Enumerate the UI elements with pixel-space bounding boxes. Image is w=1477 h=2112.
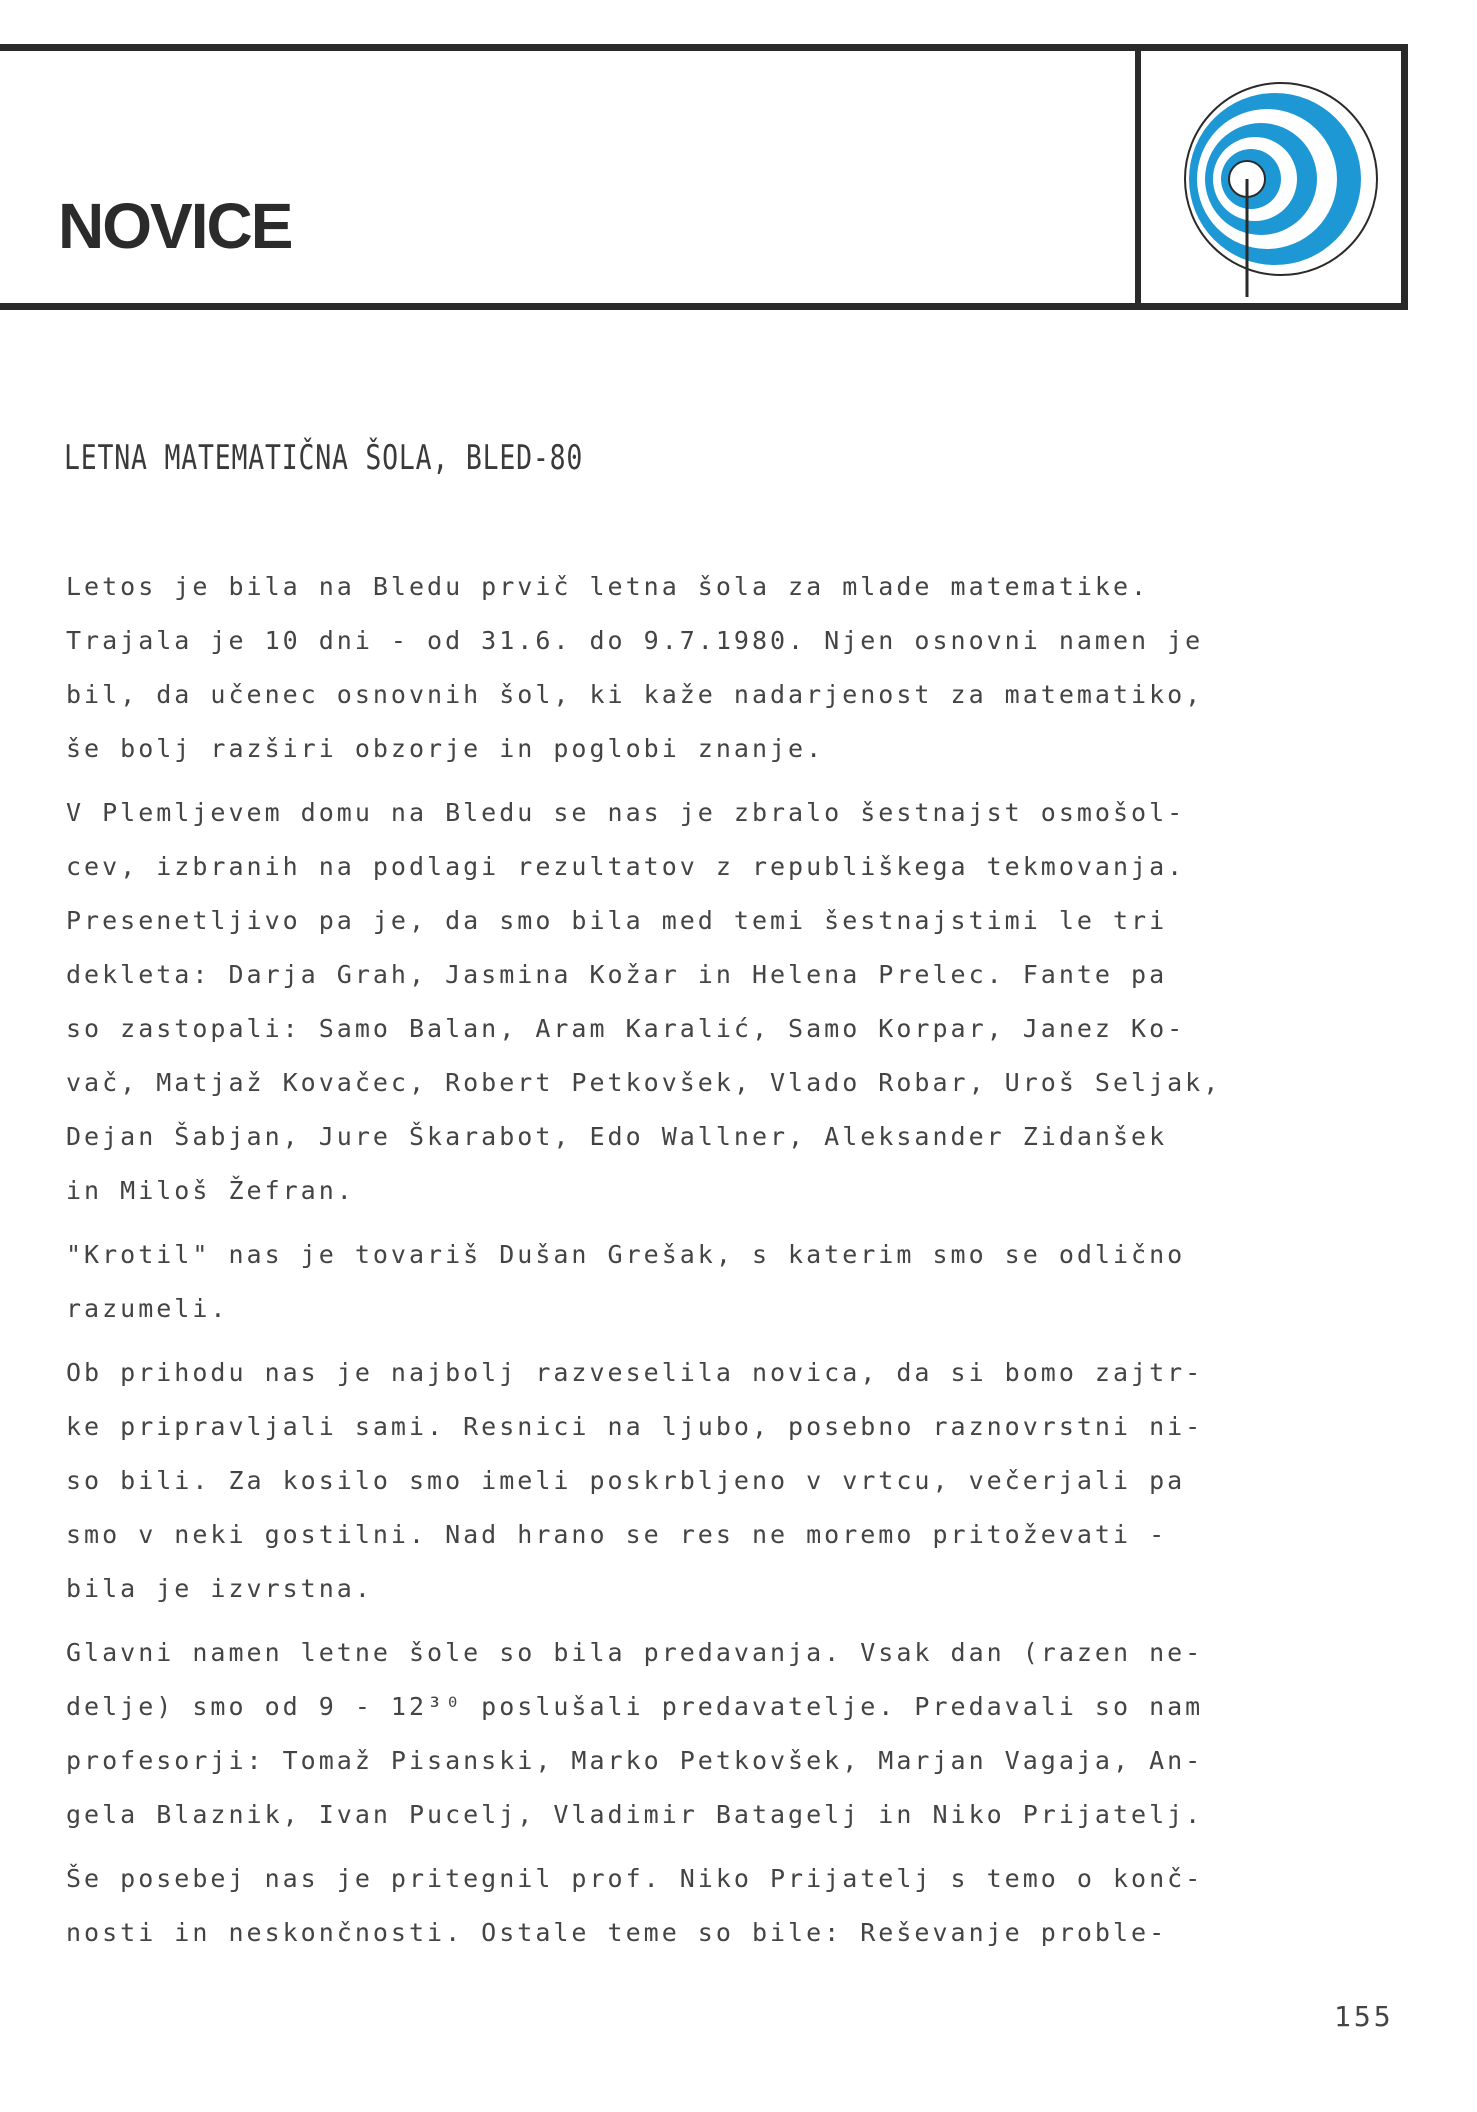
paragraph xyxy=(66,560,1426,776)
section-label: NOVICE xyxy=(58,190,292,262)
text-line: Trajala je 10 dni - od 31.6. do 9.7.1980. Njen osnovni namen je xyxy=(66,626,1204,655)
text-line: delje) smo od 9 - 12³⁰ poslušali predavatelje. Predavali so nam xyxy=(66,1692,1204,1721)
paragraph xyxy=(66,1626,1426,1842)
text-line: "Krotil" nas je tovariš Dušan Grešak, s katerim smo se odlično xyxy=(66,1240,1186,1269)
text-line: bil, da učenec osnovnih šol, ki kaže nadarjenost za matematiko, xyxy=(66,680,1204,709)
text-line: razumeli. xyxy=(66,1294,229,1323)
text-line: bila je izvrstna. xyxy=(66,1574,373,1603)
text-line: Letos je bila na Bledu prvič letna šola za mlade matematike. xyxy=(66,572,1150,601)
page-number: 155 xyxy=(1334,2000,1394,2033)
concentric-rings-logo-icon xyxy=(1163,61,1383,301)
text-line: nosti in neskončnosti. Ostale teme so bile: Reševanje proble- xyxy=(66,1918,1168,1947)
text-line: Ob prihodu nas je najbolj razveselila novica, da si bomo zajtr- xyxy=(66,1358,1204,1387)
text-line: smo v neki gostilni. Nad hrano se res ne moremo pritoževati - xyxy=(66,1520,1168,1549)
article-title: LETNA MATEMATIČNA ŠOLA, BLED-80 xyxy=(64,438,584,478)
text-line: in Miloš Žefran. xyxy=(66,1176,355,1205)
text-line: so bili. Za kosilo smo imeli poskrbljeno v vrtcu, večerjali pa xyxy=(66,1466,1186,1495)
header-band xyxy=(0,44,1408,310)
text-line: še bolj razširi obzorje in poglobi znanje. xyxy=(66,734,825,763)
paragraph xyxy=(66,1852,1426,1960)
text-line: ke pripravljali sami. Resnici na ljubo, posebno raznovrstni ni- xyxy=(66,1412,1204,1441)
logo-box xyxy=(1135,51,1401,303)
paragraph xyxy=(66,1346,1426,1616)
text-line: Še posebej nas je pritegnil prof. Niko Prijatelj s temo o konč- xyxy=(66,1864,1204,1893)
text-line: vač, Matjaž Kovačec, Robert Petkovšek, Vlado Robar, Uroš Seljak, xyxy=(66,1068,1222,1097)
text-line: so zastopali: Samo Balan, Aram Karalić, Samo Korpar, Janez Ko- xyxy=(66,1014,1186,1043)
text-line: Presenetljivo pa je, da smo bila med temi šestnajstimi le tri xyxy=(66,906,1168,935)
text-line: dekleta: Darja Grah, Jasmina Kožar in Helena Prelec. Fante pa xyxy=(66,960,1168,989)
text-line: cev, izbranih na podlagi rezultatov z republiškega tekmovanja. xyxy=(66,852,1186,881)
text-line: profesorji: Tomaž Pisanski, Marko Petkovšek, Marjan Vagaja, An- xyxy=(66,1746,1204,1775)
text-line: Dejan Šabjan, Jure Škarabot, Edo Wallner, Aleksander Zidanšek xyxy=(66,1122,1168,1151)
text-line: V Plemljevem domu na Bledu se nas je zbralo šestnajst osmošol- xyxy=(66,798,1186,827)
article-body xyxy=(66,560,1426,1970)
text-line: gela Blaznik, Ivan Pucelj, Vladimir Batagelj in Niko Prijatelj. xyxy=(66,1800,1204,1829)
paragraph xyxy=(66,786,1426,1218)
paragraph xyxy=(66,1228,1426,1336)
text-line: Glavni namen letne šole so bila predavanja. Vsak dan (razen ne- xyxy=(66,1638,1204,1667)
